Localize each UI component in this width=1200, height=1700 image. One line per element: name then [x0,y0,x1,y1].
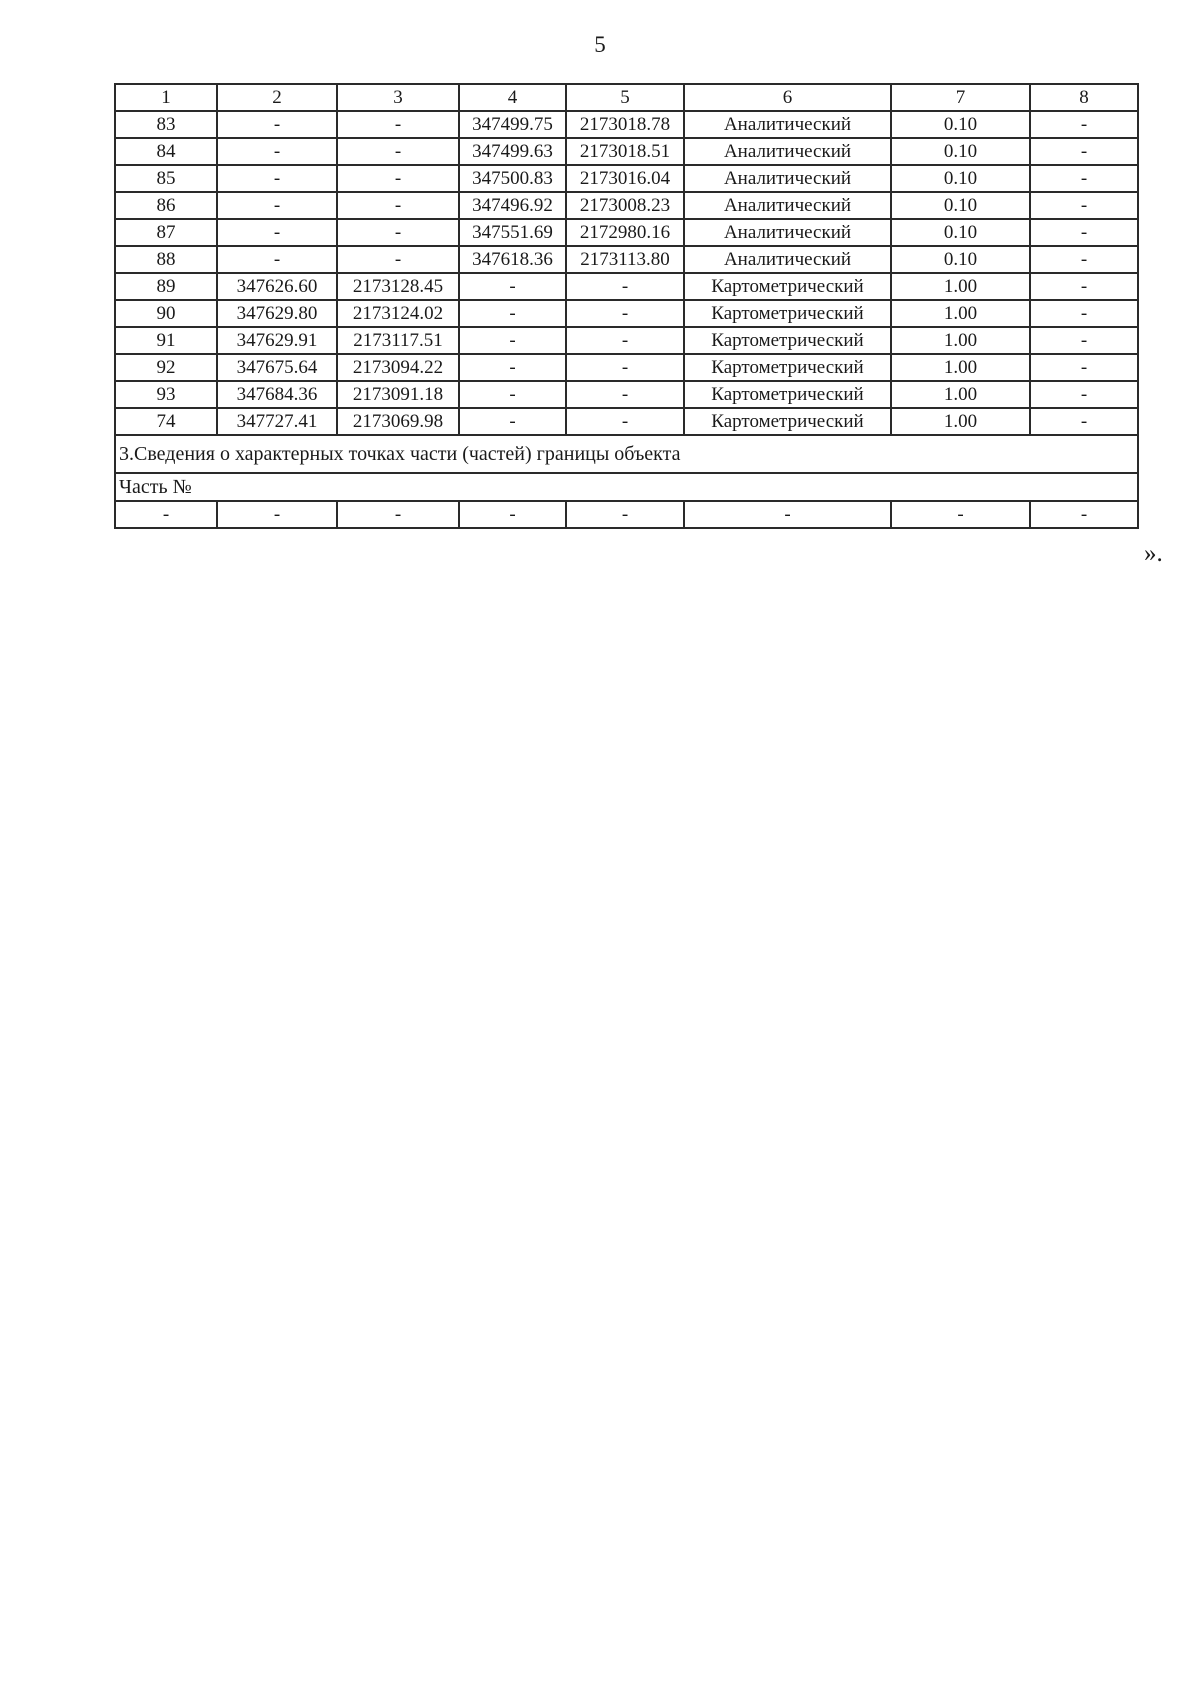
table-cell: - [337,246,459,273]
table-cell: 92 [115,354,217,381]
table-cell: 347618.36 [459,246,566,273]
table-cell: - [1030,165,1138,192]
column-header: 5 [566,84,684,111]
table-cell: 0.10 [891,219,1030,246]
table-header-row [115,84,1138,111]
table-cell: - [217,111,337,138]
table-cell: - [217,192,337,219]
table-cell: - [1030,381,1138,408]
table-cell: - [566,327,684,354]
table-cell: 2173128.45 [337,273,459,300]
table-row [115,408,1138,435]
table-cell: - [337,192,459,219]
column-header: 3 [337,84,459,111]
table-cell: - [566,354,684,381]
table-row [115,219,1138,246]
table-cell: Картометрический [684,408,891,435]
table-row [115,246,1138,273]
column-header: 6 [684,84,891,111]
table-cell: 347684.36 [217,381,337,408]
table-cell: 347629.80 [217,300,337,327]
table-cell: 2173008.23 [566,192,684,219]
table-cell: - [459,300,566,327]
table-cell: - [459,273,566,300]
coordinates-table [114,83,1139,529]
table-cell: 347727.41 [217,408,337,435]
table-cell: 85 [115,165,217,192]
table-row [115,165,1138,192]
table-cell: 88 [115,246,217,273]
table-cell: 0.10 [891,138,1030,165]
table-row [115,300,1138,327]
table-row [115,381,1138,408]
table-cell: 2172980.16 [566,219,684,246]
table-cell: - [217,501,337,528]
table-cell: - [566,273,684,300]
table-cell: - [566,381,684,408]
table-cell: Аналитический [684,219,891,246]
table-cell: - [1030,273,1138,300]
table-cell: - [217,138,337,165]
table-cell: Аналитический [684,192,891,219]
table-row [115,111,1138,138]
table-cell: Картометрический [684,273,891,300]
table-row [115,192,1138,219]
table-cell: - [1030,408,1138,435]
table-cell: Аналитический [684,138,891,165]
table-cell: - [1030,219,1138,246]
table-cell: - [217,219,337,246]
table-cell: - [337,111,459,138]
table-body [115,84,1138,528]
table-cell: - [1030,327,1138,354]
table-cell: - [1030,501,1138,528]
table-cell: 1.00 [891,327,1030,354]
table-cell: 0.10 [891,192,1030,219]
table-cell: Картометрический [684,300,891,327]
table-cell: - [115,501,217,528]
table-cell: 1.00 [891,273,1030,300]
table-cell: 0.10 [891,165,1030,192]
table-cell: 2173094.22 [337,354,459,381]
table-cell: 86 [115,192,217,219]
table-cell: 2173016.04 [566,165,684,192]
table-cell: - [459,408,566,435]
table-cell: Картометрический [684,381,891,408]
table-cell: - [891,501,1030,528]
table-cell: 1.00 [891,300,1030,327]
table-cell: - [684,501,891,528]
section-title: 3.Сведения о характерных точках части (частей) границы объекта [115,435,1138,473]
table-cell: - [459,501,566,528]
table-cell: 84 [115,138,217,165]
table-cell: 347629.91 [217,327,337,354]
table-cell: 347675.64 [217,354,337,381]
table-cell: 2173124.02 [337,300,459,327]
table-cell: Аналитический [684,111,891,138]
table-cell: 347500.83 [459,165,566,192]
table-cell: 87 [115,219,217,246]
table-cell: 2173018.78 [566,111,684,138]
table-cell: Аналитический [684,165,891,192]
table-cell: 90 [115,300,217,327]
column-header: 7 [891,84,1030,111]
table-cell: 347626.60 [217,273,337,300]
table-cell: 74 [115,408,217,435]
table-cell: - [337,501,459,528]
part-label: Часть № [115,473,1138,501]
column-header: 8 [1030,84,1138,111]
table-cell: - [1030,111,1138,138]
table-cell: - [1030,354,1138,381]
table-cell: 2173091.18 [337,381,459,408]
table-cell: 0.10 [891,246,1030,273]
table-cell: - [1030,138,1138,165]
table-cell: - [566,501,684,528]
column-header: 1 [115,84,217,111]
table-cell: 2173018.51 [566,138,684,165]
table-cell: - [459,354,566,381]
part-label-row [115,473,1138,501]
coordinates-table-container [114,83,1139,529]
table-cell: 1.00 [891,381,1030,408]
table-cell: 2173069.98 [337,408,459,435]
section-title-row [115,435,1138,473]
table-cell: Картометрический [684,327,891,354]
table-cell: 83 [115,111,217,138]
table-cell: Аналитический [684,246,891,273]
table-cell: - [459,381,566,408]
table-cell: - [337,138,459,165]
table-cell: - [337,165,459,192]
part-data-row [115,501,1138,528]
closing-quote-mark: ». [1144,540,1163,567]
column-header: 4 [459,84,566,111]
table-cell: - [1030,246,1138,273]
table-cell: 0.10 [891,111,1030,138]
column-header: 2 [217,84,337,111]
table-cell: - [1030,192,1138,219]
table-row [115,273,1138,300]
table-cell: 2173113.80 [566,246,684,273]
table-cell: 347499.63 [459,138,566,165]
page-number: 5 [594,32,606,57]
table-cell: - [1030,300,1138,327]
table-cell: - [217,246,337,273]
table-cell: 91 [115,327,217,354]
table-cell: 93 [115,381,217,408]
table-cell: 1.00 [891,354,1030,381]
table-cell: - [337,219,459,246]
table-cell: 89 [115,273,217,300]
table-cell: 347551.69 [459,219,566,246]
table-cell: 1.00 [891,408,1030,435]
table-cell: - [566,300,684,327]
table-cell: - [459,327,566,354]
table-cell: 347496.92 [459,192,566,219]
table-cell: 347499.75 [459,111,566,138]
table-row [115,138,1138,165]
table-cell: Картометрический [684,354,891,381]
table-cell: - [217,165,337,192]
table-row [115,327,1138,354]
table-cell: - [566,408,684,435]
table-row [115,354,1138,381]
table-cell: 2173117.51 [337,327,459,354]
